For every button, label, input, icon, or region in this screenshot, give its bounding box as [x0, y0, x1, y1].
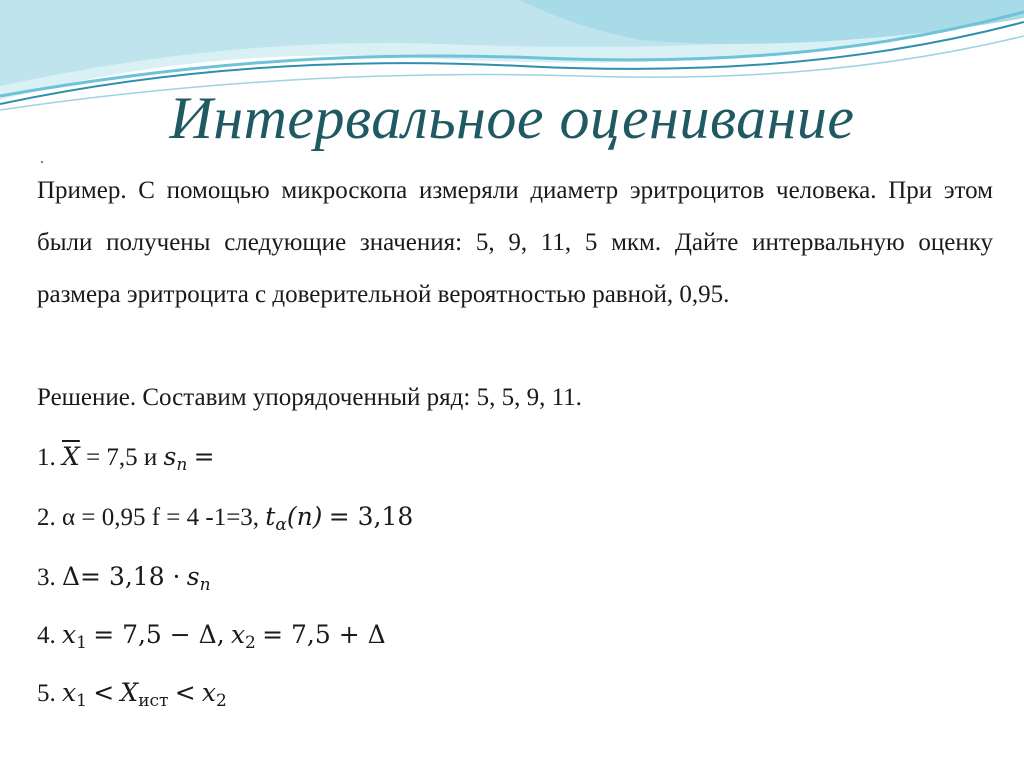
- bullet-marker: .: [40, 150, 44, 167]
- step-5-number: 5.: [37, 680, 56, 707]
- sd-subscript: n: [176, 455, 188, 476]
- step-3-text: Δ= 3,18 ·: [62, 562, 181, 591]
- step-1-value: = 7,5 и: [86, 444, 158, 471]
- solution-line: Решение. Составим упорядоченный ряд: 5, 5, 9, 11.: [37, 384, 582, 411]
- less-than-2: <: [174, 678, 196, 707]
- step-4-tail: = 7,5 + Δ: [262, 620, 386, 649]
- step-5: [37, 678, 227, 712]
- step-2: [37, 502, 414, 536]
- slide-title: Интервальное оценивание: [169, 85, 855, 151]
- x2-subscript-2: 2: [216, 691, 227, 712]
- example-block: [37, 165, 993, 321]
- x1-symbol: x: [62, 620, 77, 649]
- true-value-symbol: X: [120, 678, 139, 707]
- t-subscript: α: [275, 515, 287, 536]
- step-2-result: = 3,18: [328, 502, 414, 531]
- step-4-number: 4.: [37, 622, 56, 649]
- x2-symbol-2: x: [201, 678, 217, 707]
- step-1-number: 1.: [37, 444, 56, 471]
- step-3: [37, 562, 211, 596]
- x1-symbol-2: x: [62, 678, 77, 707]
- sd-symbol-2: s: [186, 562, 200, 591]
- example-paragraph: Пример. С помощью микроскопа измеряли диаметр эритроцитов человека. При этом были получены следующие значения: 5, 9, 11, 5 мкм. Дайте интервальную оценку размера эритроцита с доверительной вероятностью равной, 0,95.: [37, 177, 993, 308]
- step-4: [37, 620, 386, 654]
- step-3-number: 3.: [37, 564, 56, 591]
- step-2-number: 2.: [37, 504, 56, 531]
- step-4-mid: = 7,5 − Δ,: [93, 620, 225, 649]
- t-argument: (n): [286, 502, 323, 531]
- step-1: [37, 442, 215, 476]
- x2-symbol: x: [230, 620, 246, 649]
- t-symbol: t: [265, 502, 276, 531]
- less-than-1: <: [93, 678, 115, 707]
- true-value-subscript: ист: [138, 691, 169, 712]
- sd-symbol: s: [163, 442, 177, 471]
- x1-subscript: 1: [76, 633, 87, 654]
- step-2-text: α = 0,95 f = 4 -1=3,: [62, 504, 260, 531]
- step-1-equals: =: [193, 442, 215, 471]
- mean-symbol: $\overline{X}$: [62, 442, 80, 471]
- x2-subscript: 2: [245, 633, 256, 654]
- x1-subscript-2: 1: [76, 691, 87, 712]
- sd-subscript-2: n: [199, 575, 211, 596]
